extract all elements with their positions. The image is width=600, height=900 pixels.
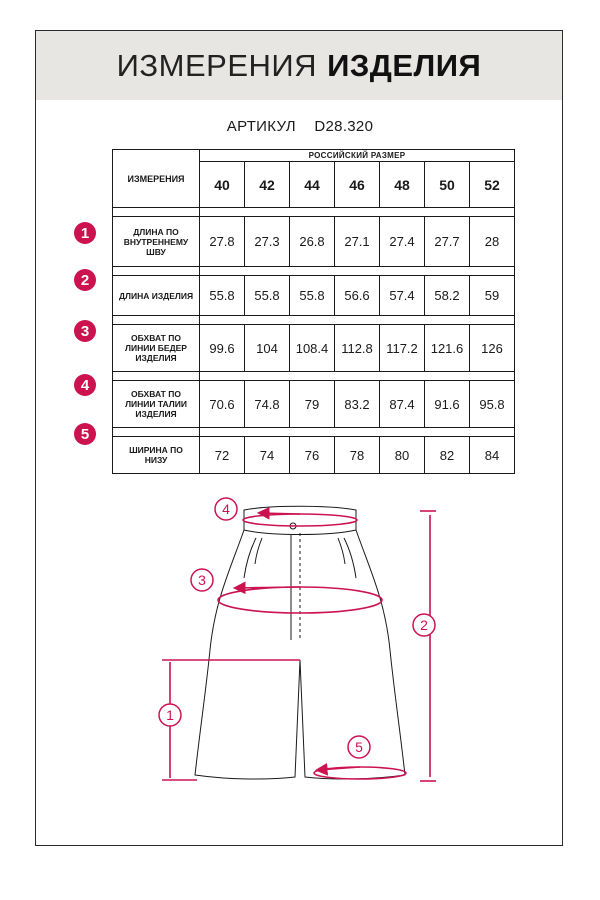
value-cell: 87.4 — [380, 381, 425, 428]
value-cell: 27.4 — [380, 217, 425, 267]
row-number-badge: 2 — [74, 269, 96, 291]
size-header: 42 — [245, 162, 290, 208]
table-row — [113, 217, 515, 267]
value-cell: 84 — [470, 437, 515, 474]
row-label: ШИРИНА ПО НИЗУ — [113, 437, 200, 474]
row-number-badge: 4 — [74, 374, 96, 396]
value-cell: 58.2 — [425, 276, 470, 316]
value-cell: 27.3 — [245, 217, 290, 267]
value-cell: 27.7 — [425, 217, 470, 267]
size-table — [112, 149, 515, 474]
value-cell: 108.4 — [290, 325, 335, 372]
value-cell: 55.8 — [290, 276, 335, 316]
title-bold: ИЗДЕЛИЯ — [327, 47, 482, 83]
marker-label: 2 — [420, 617, 428, 633]
value-cell: 74.8 — [245, 381, 290, 428]
value-cell: 126 — [470, 325, 515, 372]
value-cell: 78 — [335, 437, 380, 474]
value-cell: 91.6 — [425, 381, 470, 428]
row-label: ОБХВАТ ПО ЛИНИИ БЕДЕР ИЗДЕЛИЯ — [113, 325, 200, 372]
value-cell: 83.2 — [335, 381, 380, 428]
value-cell: 59 — [470, 276, 515, 316]
title-light: ИЗМЕРЕНИЯ — [116, 47, 318, 83]
article-line — [0, 118, 600, 135]
value-cell: 57.4 — [380, 276, 425, 316]
page-title — [36, 31, 562, 100]
value-cell: 80 — [380, 437, 425, 474]
value-cell: 72 — [200, 437, 245, 474]
shorts-outline — [195, 506, 405, 779]
value-cell: 26.8 — [290, 217, 335, 267]
size-header: 44 — [290, 162, 335, 208]
size-group-header: РОССИЙСКИЙ РАЗМЕР — [200, 150, 515, 162]
value-cell: 27.1 — [335, 217, 380, 267]
value-cell: 95.8 — [470, 381, 515, 428]
row-number-badge: 5 — [74, 423, 96, 445]
value-cell: 55.8 — [245, 276, 290, 316]
size-header: 40 — [200, 162, 245, 208]
value-cell: 79 — [290, 381, 335, 428]
value-cell: 82 — [425, 437, 470, 474]
value-cell: 56.6 — [335, 276, 380, 316]
value-cell: 99.6 — [200, 325, 245, 372]
measurements-header: ИЗМЕРЕНИЯ — [113, 150, 200, 208]
table-row — [113, 325, 515, 372]
size-header: 48 — [380, 162, 425, 208]
article-label: АРТИКУЛ — [226, 118, 296, 135]
table-row — [113, 437, 515, 474]
value-cell: 70.6 — [200, 381, 245, 428]
row-label: ОБХВАТ ПО ЛИНИИ ТАЛИИ ИЗДЕЛИЯ — [113, 381, 200, 428]
row-label: ДЛИНА ПО ВНУТРЕННЕМУ ШВУ — [113, 217, 200, 267]
row-label: ДЛИНА ИЗДЕЛИЯ — [113, 276, 200, 316]
value-cell: 117.2 — [380, 325, 425, 372]
value-cell: 28 — [470, 217, 515, 267]
value-cell: 121.6 — [425, 325, 470, 372]
value-cell: 76 — [290, 437, 335, 474]
measurement-marks — [162, 511, 436, 781]
marker-label: 4 — [222, 501, 230, 517]
table-row — [113, 276, 515, 316]
value-cell: 104 — [245, 325, 290, 372]
size-header: 50 — [425, 162, 470, 208]
row-number-badge: 3 — [74, 320, 96, 342]
marker-label: 1 — [166, 707, 174, 723]
article-code: D28.320 — [314, 118, 374, 135]
value-cell: 74 — [245, 437, 290, 474]
size-header: 46 — [335, 162, 380, 208]
value-cell: 27.8 — [200, 217, 245, 267]
value-cell: 112.8 — [335, 325, 380, 372]
table-row — [113, 381, 515, 428]
size-header: 52 — [470, 162, 515, 208]
marker-label: 5 — [355, 739, 363, 755]
marker-label: 3 — [198, 572, 206, 588]
shorts-diagram — [0, 490, 600, 800]
row-number-badge: 1 — [74, 222, 96, 244]
value-cell: 55.8 — [200, 276, 245, 316]
